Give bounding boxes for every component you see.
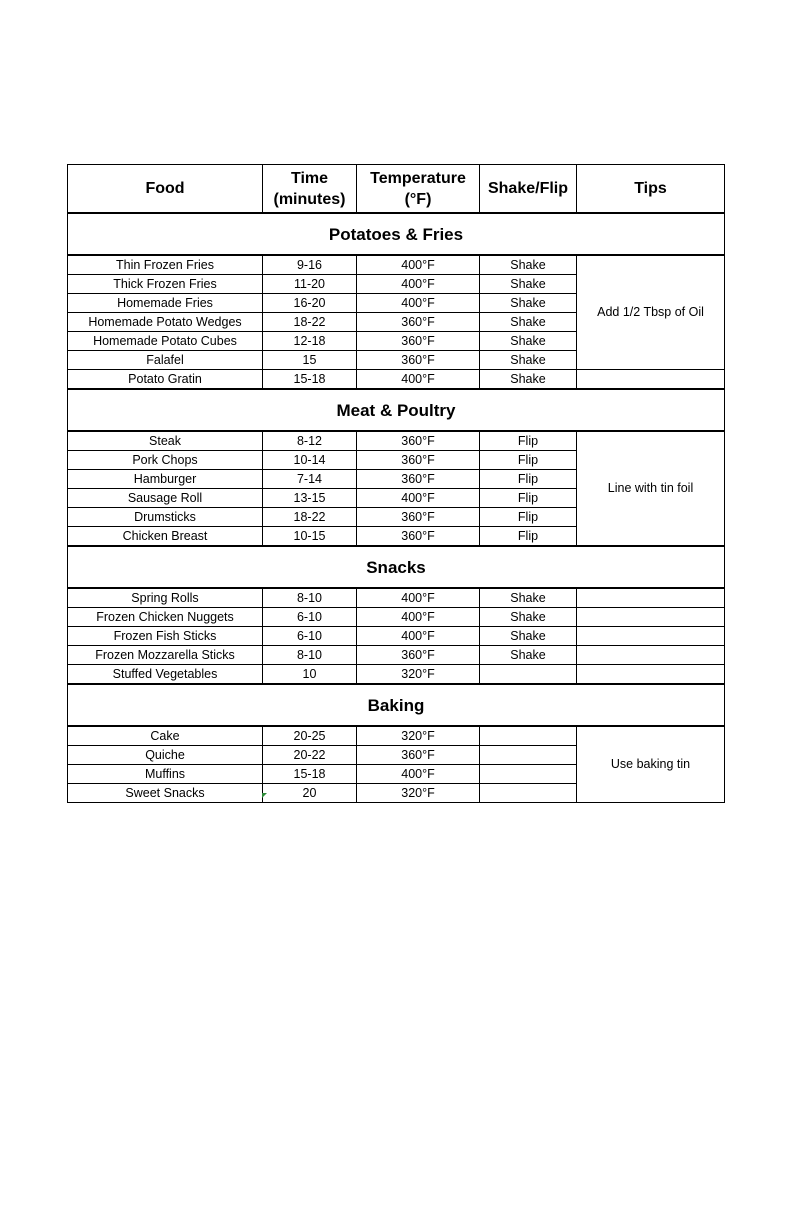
cell-shake-flip: Shake [480, 608, 577, 627]
header-food-line: Food [145, 180, 185, 197]
table-row [68, 726, 725, 746]
cell-shake-flip [480, 726, 577, 746]
cell-food: Steak [68, 431, 263, 451]
header-time [263, 165, 357, 214]
cell-food: Sweet Snacks [68, 784, 263, 803]
cell-shake-flip: Flip [480, 508, 577, 527]
cell-time: 8-10 [263, 588, 357, 608]
cell-time: 8-12 [263, 431, 357, 451]
cell-food: Quiche [68, 746, 263, 765]
section-row [68, 389, 725, 431]
table-row [68, 588, 725, 608]
header-time-line: Time [290, 169, 329, 187]
section-title: Meat & Poultry [68, 389, 725, 431]
cell-temperature: 400°F [357, 765, 480, 784]
cell-time: 10-15 [263, 527, 357, 547]
table-row [68, 431, 725, 451]
cell-temperature: 400°F [357, 294, 480, 313]
cell-food: Homemade Potato Cubes [68, 332, 263, 351]
table-row [68, 608, 725, 627]
air-fryer-cooking-chart [67, 164, 725, 803]
cell-shake-flip: Flip [480, 451, 577, 470]
cell-time: 20 [263, 784, 357, 803]
cell-food: Hamburger [68, 470, 263, 489]
cell-shake-flip [480, 746, 577, 765]
cell-temperature: 400°F [357, 489, 480, 508]
cell-tips [577, 608, 725, 627]
cell-time: 18-22 [263, 508, 357, 527]
cell-time: 12-18 [263, 332, 357, 351]
cell-food: Muffins [68, 765, 263, 784]
cell-temperature: 360°F [357, 451, 480, 470]
cell-shake-flip: Shake [480, 646, 577, 665]
cell-tips [577, 370, 725, 390]
cell-shake-flip: Shake [480, 588, 577, 608]
cell-time: 6-10 [263, 608, 357, 627]
table-row [68, 627, 725, 646]
header-tips-line: Tips [634, 180, 667, 197]
cell-shake-flip: Shake [480, 351, 577, 370]
cell-food: Falafel [68, 351, 263, 370]
cell-temperature: 360°F [357, 508, 480, 527]
header-time-line: (minutes) [273, 190, 346, 208]
cell-time: 8-10 [263, 646, 357, 665]
cell-tips: Line with tin foil [577, 431, 725, 546]
cell-food: Homemade Fries [68, 294, 263, 313]
cell-food: Thin Frozen Fries [68, 255, 263, 275]
cell-temperature: 360°F [357, 746, 480, 765]
header-shake-line: Shake/Flip [487, 180, 569, 197]
cell-note-marker [262, 793, 267, 798]
cell-food: Cake [68, 726, 263, 746]
cell-temperature: 360°F [357, 332, 480, 351]
section-row [68, 684, 725, 726]
header-temperature-line: Temperature [370, 169, 466, 187]
cell-time: 7-14 [263, 470, 357, 489]
cell-food: Frozen Chicken Nuggets [68, 608, 263, 627]
cell-shake-flip [480, 784, 577, 803]
cell-food: Potato Gratin [68, 370, 263, 390]
table-row [68, 665, 725, 685]
cell-food: Frozen Fish Sticks [68, 627, 263, 646]
cell-time: 15-18 [263, 765, 357, 784]
cell-time: 13-15 [263, 489, 357, 508]
cell-tips [577, 627, 725, 646]
cell-temperature: 400°F [357, 370, 480, 390]
cell-temperature: 400°F [357, 627, 480, 646]
cell-shake-flip: Flip [480, 489, 577, 508]
cell-temperature: 320°F [357, 784, 480, 803]
cell-temperature: 400°F [357, 588, 480, 608]
cell-food: Homemade Potato Wedges [68, 313, 263, 332]
table-header-row [68, 165, 725, 214]
cell-time: 15 [263, 351, 357, 370]
cell-time: 20-25 [263, 726, 357, 746]
cell-tips: Add 1/2 Tbsp of Oil [577, 255, 725, 370]
section-title: Potatoes & Fries [68, 213, 725, 255]
cell-temperature: 360°F [357, 313, 480, 332]
cell-tips [577, 646, 725, 665]
cell-temperature: 360°F [357, 431, 480, 451]
cell-food: Drumsticks [68, 508, 263, 527]
cell-food: Sausage Roll [68, 489, 263, 508]
cell-temperature: 320°F [357, 665, 480, 685]
cell-shake-flip: Flip [480, 527, 577, 547]
section-title: Baking [68, 684, 725, 726]
cell-shake-flip: Shake [480, 313, 577, 332]
header-food [68, 165, 263, 214]
cell-time: 20-22 [263, 746, 357, 765]
cell-time: 9-16 [263, 255, 357, 275]
cell-temperature: 320°F [357, 726, 480, 746]
cell-food: Frozen Mozzarella Sticks [68, 646, 263, 665]
cell-tips: Use baking tin [577, 726, 725, 803]
cell-time: 6-10 [263, 627, 357, 646]
header-tips [577, 165, 725, 214]
cell-food: Pork Chops [68, 451, 263, 470]
cell-tips [577, 588, 725, 608]
cell-food: Chicken Breast [68, 527, 263, 547]
cell-temperature: 400°F [357, 255, 480, 275]
cell-shake-flip: Shake [480, 332, 577, 351]
cell-temperature: 360°F [357, 351, 480, 370]
cell-temperature: 400°F [357, 608, 480, 627]
cell-time: 15-18 [263, 370, 357, 390]
cell-tips [577, 665, 725, 685]
cell-food: Stuffed Vegetables [68, 665, 263, 685]
cell-temperature: 360°F [357, 527, 480, 547]
section-row [68, 546, 725, 588]
cell-food: Thick Frozen Fries [68, 275, 263, 294]
cell-temperature: 400°F [357, 275, 480, 294]
table-row [68, 370, 725, 390]
cell-shake-flip: Shake [480, 370, 577, 390]
cell-shake-flip: Shake [480, 255, 577, 275]
cell-time: 16-20 [263, 294, 357, 313]
header-temperature-line: (°F) [404, 190, 432, 208]
cell-shake-flip: Shake [480, 294, 577, 313]
cell-shake-flip: Flip [480, 431, 577, 451]
cell-shake-flip: Shake [480, 627, 577, 646]
cell-temperature: 360°F [357, 470, 480, 489]
cell-shake-flip: Flip [480, 470, 577, 489]
header-shake [480, 165, 577, 214]
cell-time: 10-14 [263, 451, 357, 470]
cell-food: Spring Rolls [68, 588, 263, 608]
cell-time: 11-20 [263, 275, 357, 294]
cell-shake-flip [480, 665, 577, 685]
cell-shake-flip [480, 765, 577, 784]
cell-temperature: 360°F [357, 646, 480, 665]
cell-time: 18-22 [263, 313, 357, 332]
cell-shake-flip: Shake [480, 275, 577, 294]
table-row [68, 646, 725, 665]
cell-time: 10 [263, 665, 357, 685]
section-title: Snacks [68, 546, 725, 588]
section-row [68, 213, 725, 255]
header-temperature [357, 165, 480, 214]
table-row [68, 255, 725, 275]
